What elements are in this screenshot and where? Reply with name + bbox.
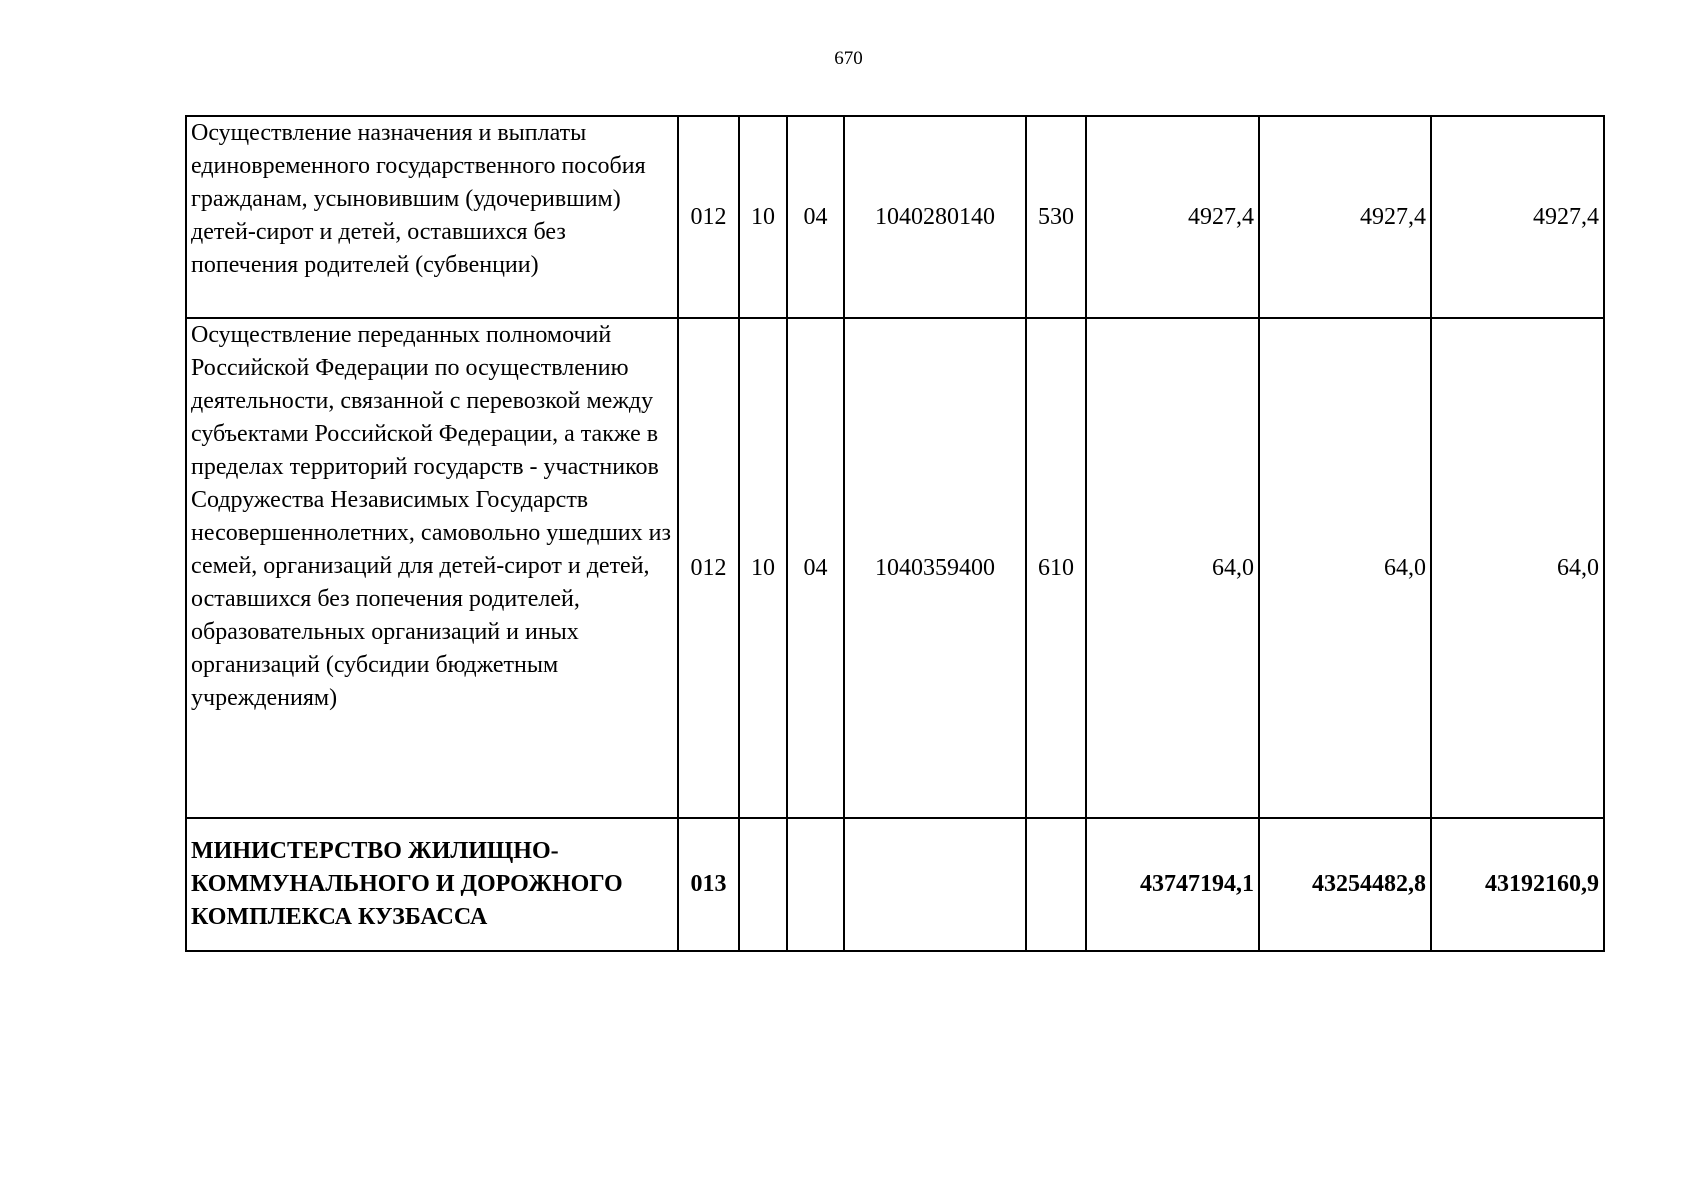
amount-cell-3: 64,0 [1431,318,1604,818]
ministry-code-cell: 012 [678,318,739,818]
amount-cell-1: 64,0 [1086,318,1259,818]
expense-type-cell: 530 [1026,116,1086,318]
table-row [186,318,1604,818]
section-cell: 10 [739,116,787,318]
table-row [186,116,1604,318]
section-cell [739,818,787,951]
amount-cell-1: 4927,4 [1086,116,1259,318]
subsection-cell [787,818,844,951]
page-number: 670 [834,48,863,69]
amount-cell-2: 64,0 [1259,318,1431,818]
row-description: Осуществление назначения и выплаты единовременного государственного пособия гражданам, усыновившим (удочерившим) детей-сирот и детей, оставшихся без попечения родителей (субвенции) [186,116,678,318]
amount-cell-3: 43192160,9 [1431,818,1604,951]
subsection-cell: 04 [787,116,844,318]
table-row-ministry-total [186,818,1604,951]
target-article-cell [844,818,1026,951]
row-description: Осуществление переданных полномочий Российской Федерации по осуществлению деятельности, связанной с перевозкой между субъектами Российской Федерации, а также в пределах территорий государств - участников Содружества Независимых Государств несовершеннолетних, самовольно ушедших из семей, организаций для детей-сирот и детей, оставшихся без попечения родителей, образовательных организаций и иных организаций (субсидии бюджетным учреждениям) [186,318,678,818]
amount-cell-2: 4927,4 [1259,116,1431,318]
amount-cell-1: 43747194,1 [1086,818,1259,951]
ministry-code-cell: 013 [678,818,739,951]
ministry-code-cell: 012 [678,116,739,318]
section-cell: 10 [739,318,787,818]
expense-type-cell: 610 [1026,318,1086,818]
row-description: МИНИСТЕРСТВО ЖИЛИЩНО-КОММУНАЛЬНОГО И ДОРОЖНОГО КОМПЛЕКСА КУЗБАССА [186,818,678,951]
amount-cell-2: 43254482,8 [1259,818,1431,951]
budget-table [185,115,1605,952]
expense-type-cell [1026,818,1086,951]
target-article-cell: 1040280140 [844,116,1026,318]
target-article-cell: 1040359400 [844,318,1026,818]
subsection-cell: 04 [787,318,844,818]
amount-cell-3: 4927,4 [1431,116,1604,318]
